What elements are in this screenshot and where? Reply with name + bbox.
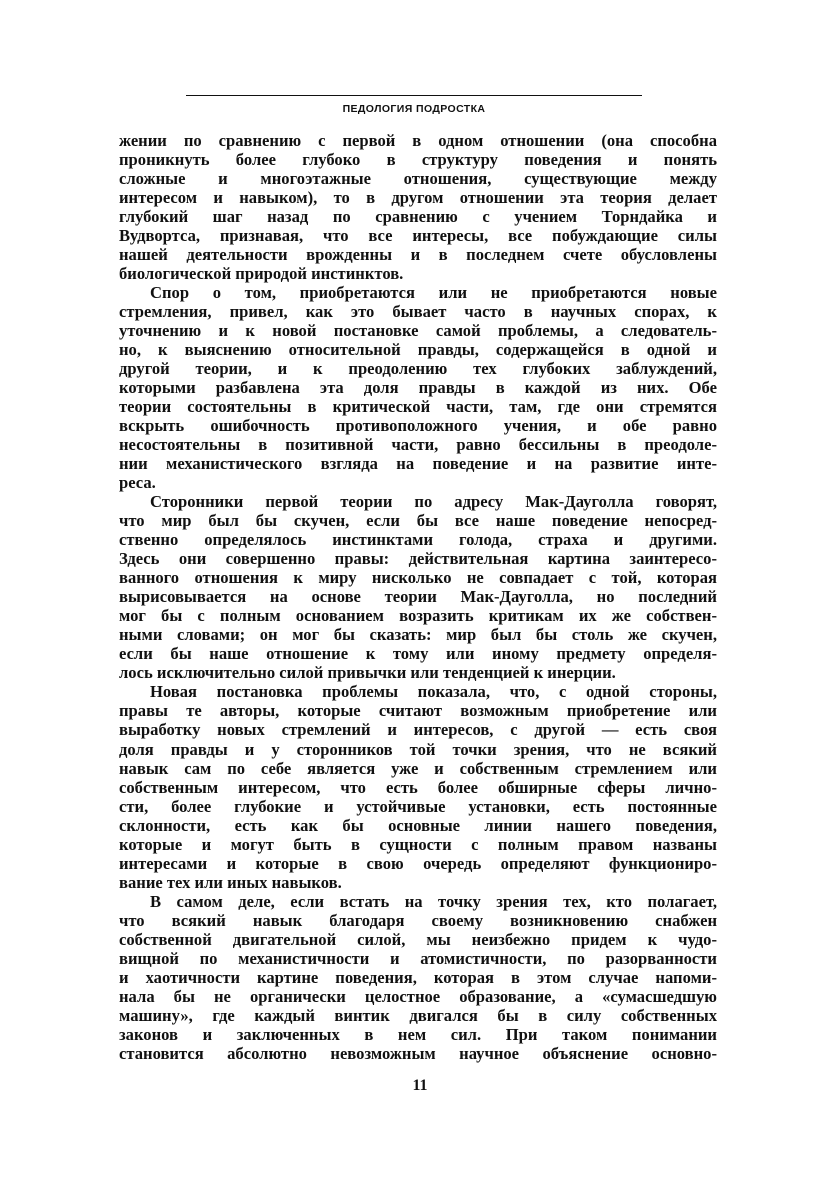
text-line: сложные и многоэтажные отношения, существующие между (119, 169, 717, 189)
text-line: вскрыть ошибочность противоположного учения, и обе равно (119, 416, 717, 436)
text-line: лось исключительно силой привычки или тенденцией к инерции. (119, 663, 616, 683)
text-line: которые и могут быть в сущности с полным правом названы (119, 834, 717, 854)
paragraph-start-line: Сторонники первой теории по адресу Мак-Дауголла говорят, (150, 492, 717, 512)
running-title: ПЕДОЛОГИЯ ПОДРОСТКА (342, 103, 486, 115)
text-line: собственным интересом, что есть более обширные сферы лично- (119, 777, 717, 797)
text-line: вание тех или иных навыков. (119, 872, 342, 892)
text-line: сти, более глубокие и устойчивые установки, есть постоянные (119, 796, 717, 816)
text-line: биологической природой инстинктов. (119, 264, 404, 284)
text-line: вищной по механистичности и атомистичности, по разорванности (119, 948, 717, 968)
text-line: что мир был бы скучен, если бы все наше поведение непосред- (119, 511, 717, 531)
text-line: стремления, привел, как это бывает часто в научных спорах, к (119, 302, 717, 322)
text-line: несостоятельны в позитивной части, равно бессильны в преодоле- (119, 435, 717, 455)
text-line: реса. (119, 473, 156, 493)
text-line: теории состоятельны в критической части, там, где они стремятся (119, 397, 717, 417)
text-line: вырисовывается на основе теории Мак-Дауголла, но последний (119, 587, 717, 607)
text-line: уточнению и к новой постановке самой проблемы, а следователь- (119, 321, 717, 341)
text-line: доля правды и у сторонников той точки зрения, что не всякий (119, 739, 717, 759)
text-line: ными словами; он мог бы сказать: мир был бы столь же скучен, (119, 625, 717, 645)
text-line: выработку новых стремлений и интересов, с другой — есть своя (119, 720, 717, 740)
text-line: проникнуть более глубоко в структуру поведения и понять (119, 150, 717, 170)
body-text (119, 131, 717, 1063)
paragraph-start-line: В самом деле, если встать на точку зрения тех, кто полагает, (150, 891, 717, 911)
text-line: мог бы с полным основанием возразить критикам их же собствен- (119, 606, 717, 626)
text-line: становится абсолютно невозможным научное объяснение основно- (119, 1043, 717, 1063)
text-line: Здесь они совершенно правы: действительная картина заинтересо- (119, 549, 717, 569)
text-line: которыми разбавлена эта доля правды в каждой из них. Обе (119, 378, 717, 398)
text-line: и хаотичности картине поведения, которая в этом случае напоми- (119, 967, 717, 987)
paragraph-start-line: Новая постановка проблемы показала, что, с одной стороны, (150, 682, 717, 702)
text-line: нии механистического взгляда на поведение и на развитие инте- (119, 454, 717, 474)
text-line: жении по сравнению с первой в одном отношении (она способна (119, 131, 717, 150)
text-line: если бы наше отношение к тому или иному предмету определя- (119, 644, 717, 664)
text-line: ственно определялось инстинктами голода, страха и другими. (119, 530, 717, 550)
text-line: собственной двигательной силой, мы неизбежно придем к чудо- (119, 929, 717, 949)
text-line: нашей деятельности врожденны и в последнем счете обусловлены (119, 245, 717, 265)
text-line: что всякий навык благодаря своему возникновению снабжен (119, 910, 717, 930)
text-line: глубокий шаг назад по сравнению с учением Торндайка и (119, 207, 717, 227)
text-line: интересами и которые в свою очередь определяют функциониро- (119, 853, 717, 873)
paragraph-start-line: Спор о том, приобретаются или не приобретаются новые (150, 283, 717, 303)
text-line: склонности, есть как бы основные линии нашего поведения, (119, 815, 717, 835)
text-line: машину», где каждый винтик двигался бы в силу собственных (119, 1005, 717, 1025)
header-rule (186, 95, 642, 96)
text-line: ванного отношения к миру нисколько не совпадает с той, которая (119, 568, 717, 588)
text-line: интересом и навыком), то в другом отношении эта теория делает (119, 188, 717, 208)
text-line: законов и заключенных в нем сил. При таком понимании (119, 1024, 717, 1044)
text-line: правы те авторы, которые считают возможным приобретение или (119, 701, 717, 721)
page-number: 11 (412, 1077, 428, 1094)
text-line: другой теории, и к преодолению тех глубоких заблуждений, (119, 359, 717, 379)
text-line: Вудвортса, признавая, что все интересы, все побуждающие силы (119, 226, 717, 246)
text-line: но, к выяснению относительной правды, содержащейся в одной и (119, 340, 717, 360)
text-line: нала бы не органически целостное образование, а «сумасшедшую (119, 986, 717, 1006)
text-line: навык сам по себе является уже и собственным стремлением или (119, 758, 717, 778)
